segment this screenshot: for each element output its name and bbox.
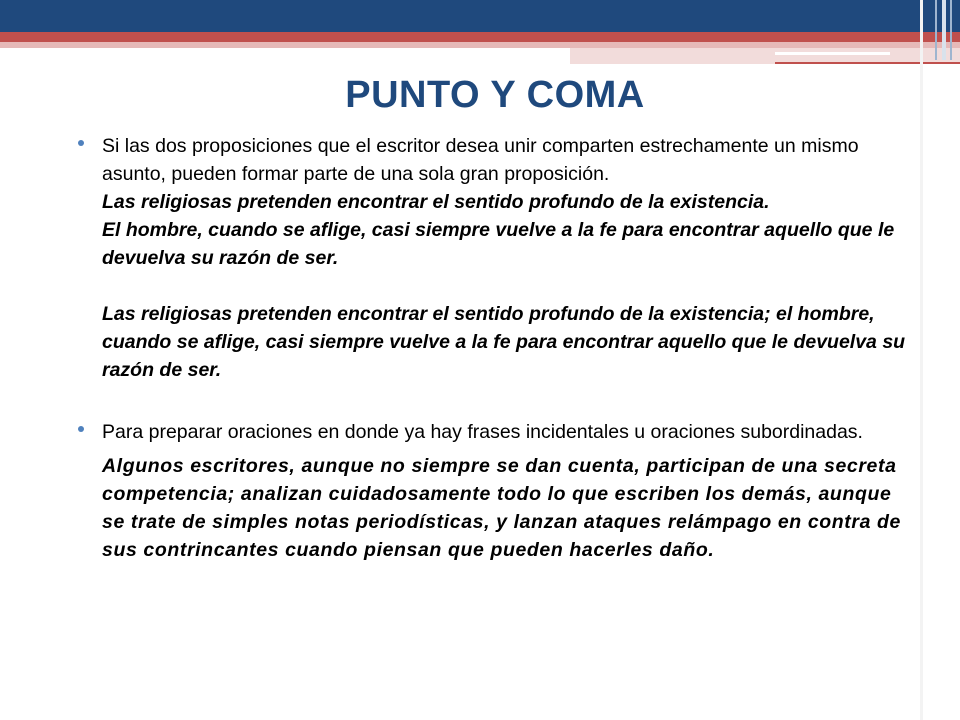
example-sentence: El hombre, cuando se aflige, casi siempre vuelve a la fe para encontrar aquello que le devuelva su razón de ser. (102, 219, 895, 269)
slide-title: PUNTO Y COMA (345, 74, 645, 116)
decorative-vertical-line (935, 0, 937, 60)
example-sentence: Algunos escritores, aunque no siempre se dan cuenta, participan de una secreta competencia; analizan cuidadosamente todo lo que escriben los demás, aunque se trate de simples notas periodísticas, y lanzan ataques relámpago en contra de sus contrincantes cuando piensan que pueden hacerles daño. (102, 455, 902, 561)
example-sentence: Las religiosas pretenden encontrar el sentido profundo de la existencia; el hombre, cuando se aflige, casi siempre vuelve a la fe para encontrar aquello que le devuelva su razón de ser. (102, 303, 906, 381)
decorative-vertical-line (942, 0, 946, 60)
bullet-text: Si las dos proposiciones que el escritor desea unir comparten estrechamente un mismo asunto, pueden formar parte de una sola gran proposición. (102, 135, 859, 185)
bullet-item (78, 418, 918, 564)
bullet-item (78, 132, 918, 384)
header-accent-line-red (775, 62, 960, 64)
slide-content (78, 132, 918, 584)
bullet-dot-icon (78, 426, 84, 432)
bullet-dot-icon (78, 140, 84, 146)
example-sentence: Las religiosas pretenden encontrar el sentido profundo de la existencia. (102, 191, 770, 213)
bullet-text: Para preparar oraciones en donde ya hay frases incidentales u oraciones subordinadas. (102, 421, 863, 443)
header-band-blue (0, 0, 960, 32)
header-band-red (0, 32, 960, 42)
decorative-vertical-line (950, 0, 952, 60)
header-accent-line-white (775, 52, 890, 55)
